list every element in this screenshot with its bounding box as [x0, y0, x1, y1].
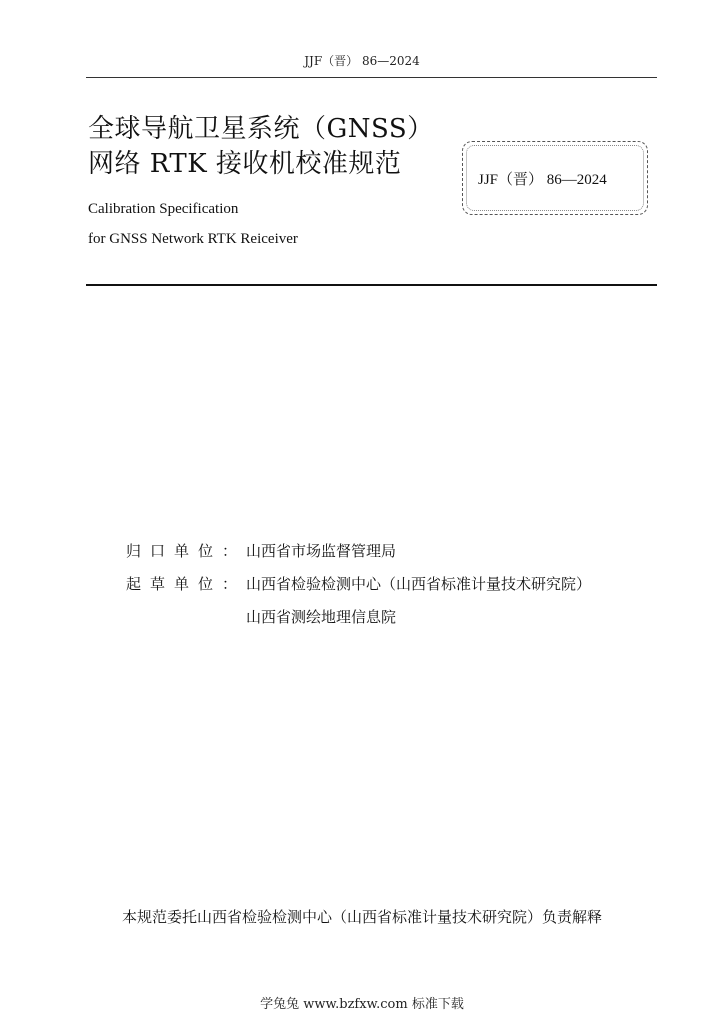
interpretation-note: 本规范委托山西省检验检测中心（山西省标准计量技术研究院）负责解释 [121, 908, 602, 926]
watermark-text: 学兔兔 www.bzfxw.com 标准下载 [260, 997, 464, 1012]
authority-label: 归口单位： [126, 542, 247, 560]
drafter-2: 山西省测绘地理信息院 [246, 608, 397, 626]
chinese-title-line-2: 网络 RTK 接收机校准规范 [88, 149, 402, 179]
drafter-1: 山西省检验检测中心（山西省标准计量技术研究院） [246, 575, 592, 593]
drafters-label: 起草单位： [126, 575, 247, 593]
title-divider [86, 284, 657, 286]
standard-code-box-text: JJF（晋） 86—2024 [478, 172, 607, 188]
authority-value: 山西省市场监督管理局 [246, 542, 397, 560]
chinese-title-line-1: 全球导航卫星系统（GNSS） [88, 114, 434, 144]
header-divider [86, 77, 657, 78]
english-title-line-2: for GNSS Network RTK Reiceiver [88, 231, 298, 247]
english-title-line-1: Calibration Specification [88, 201, 239, 217]
header-standard-code: JJF（晋） 86—2024 [304, 54, 420, 68]
